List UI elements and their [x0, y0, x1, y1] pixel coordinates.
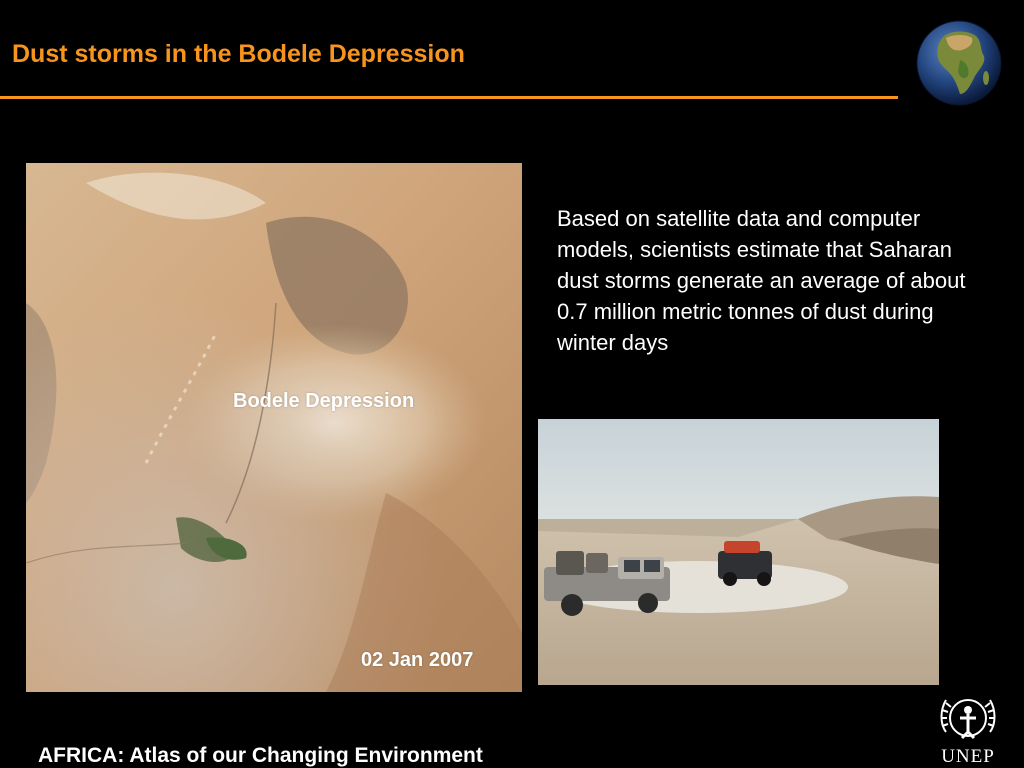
desert-vehicles-photo: [538, 419, 939, 685]
globe-africa-icon: [916, 20, 1002, 106]
title-underline: [0, 96, 898, 99]
location-label: Bodele Depression: [233, 390, 415, 412]
slide-title: Dust storms in the Bodele Depression: [12, 40, 465, 68]
footer-title: AFRICA: Atlas of our Changing Environment: [38, 744, 483, 767]
unep-logo: [930, 686, 1006, 768]
description-text: Based on satellite data and computer models, scientists estimate that Saharan dust storms generate an average of about 0.7 million metric tonnes of dust during winter days: [557, 206, 966, 355]
unep-wordmark: UNEP: [941, 746, 995, 767]
satellite-image: [26, 163, 522, 692]
date-label: 02 Jan 2007: [361, 649, 474, 671]
un-emblem-icon: [930, 686, 1006, 748]
